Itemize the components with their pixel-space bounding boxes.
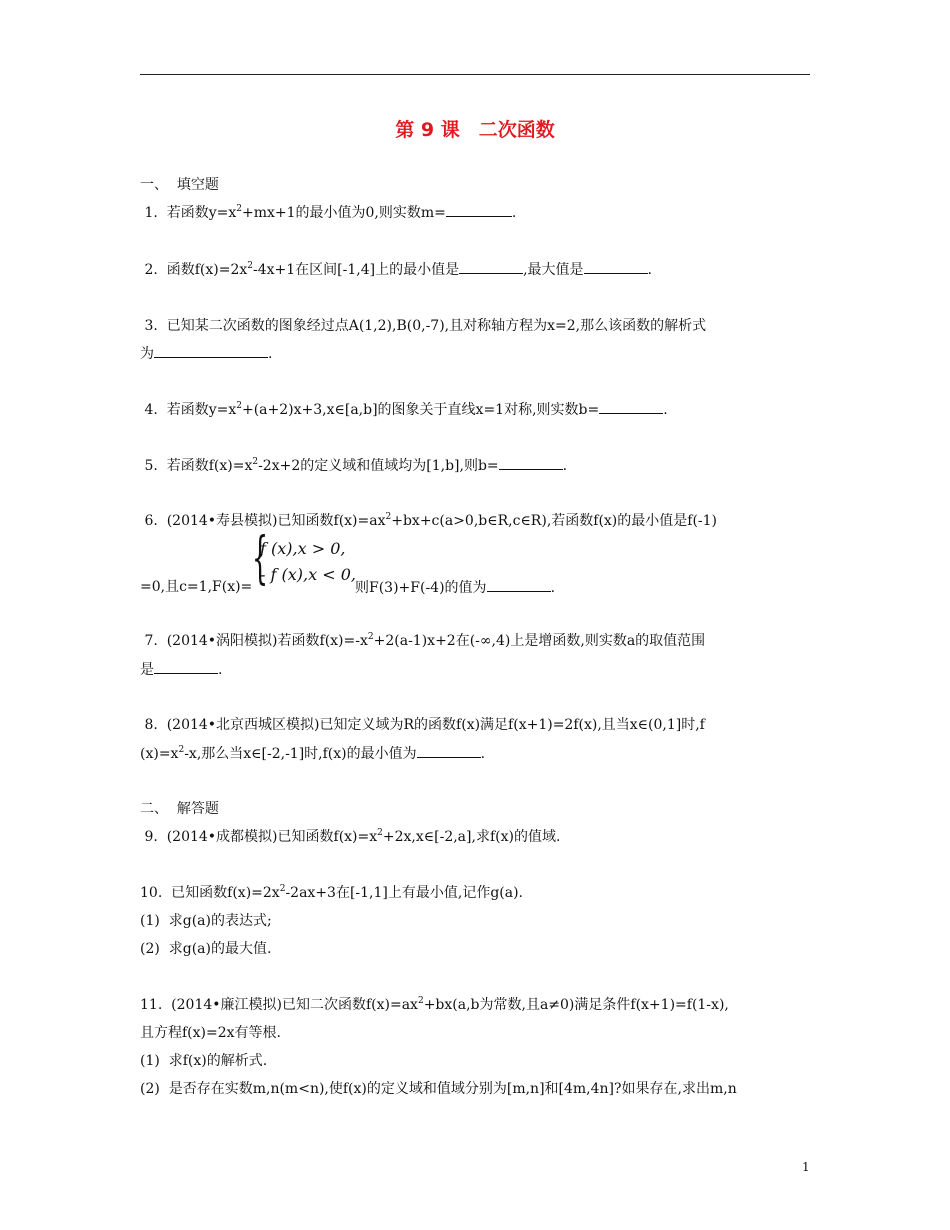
question-8-line-1: 8. (2014•北京西城区模拟)已知定义域为R的函数f(x)满足f(x+1)=2f(x),且当x∈(0,1]时,f — [140, 717, 705, 733]
question-11-line-2: 且方程f(x)=2x有等根. — [140, 1025, 281, 1041]
piecewise-case-2: - f (x),x < 0, — [260, 565, 356, 584]
question-10-part-1: (1) 求g(a)的表达式; — [140, 913, 272, 929]
question-5: 5. 若函数$f(x)=x^2-2x+2$的定义域和值域均为[1,b],则b= . — [140, 457, 568, 474]
question-7-line-2: 是 . — [140, 662, 223, 678]
question-3-line-1: 3. 已知某二次函数的图象经过点A(1,2),B(0,-7),且对称轴方程为x=2,那么该函数的解析式 — [140, 318, 707, 334]
question-1: 1. 若函数$y=x^2+mx+1$的最小值为0,则实数m= . — [140, 204, 517, 221]
answer-blank[interactable] — [417, 744, 481, 758]
section-heading-solve: 二、 解答题 — [140, 801, 219, 817]
question-6-line-1: 6. (2014•寿县模拟)已知函数$f(x)=ax^2+bx+c(a>0,b\in R,c\in R)$,若函数f(x)的最小值是f(-1) — [140, 512, 718, 529]
question-8-line-2: $(x)=x^2-x$,那么当x∈[-2,-1]时,f(x)的最小值为 . — [140, 745, 486, 762]
question-7-line-1: 7. (2014•涡阳模拟)若函数$f(x)=-x^2+2(a-1)x+2$在(-∞,4)上是增函数,则实数a的取值范围 — [140, 632, 706, 649]
question-11-line-1: 11. (2014•廉江模拟)已知二次函数$f(x)=ax^2+bx(a,b$为常数,且a≠0)满足条件f(x+1)=f(1-x), — [140, 996, 729, 1013]
piecewise-case-1: f (x),x > 0, — [260, 539, 346, 558]
question-4: 4. 若函数$y=x^2+(a+2)x+3,x\in[a,b]$的图象关于直线x=1对称,则实数b= . — [140, 401, 668, 418]
question-11-part-1: (1) 求f(x)的解析式. — [140, 1053, 268, 1069]
answer-blank[interactable] — [499, 456, 563, 470]
question-2: 2. 函数$f(x)=2x^2-4x+1$在区间[-1,4]上的最小值是 ,最大值是 . — [140, 261, 652, 278]
question-6-line-2-right: 则F(3)+F(-4)的值为 . — [355, 580, 556, 596]
question-10: 10. 已知函数$f(x)=2x^2-2ax+3$在[-1,1]上有最小值,记作g(a). — [140, 884, 524, 901]
page-title: 第 9 课 二次函数 — [395, 119, 555, 141]
section-heading-fill-in: 一、 填空题 — [140, 177, 219, 193]
answer-blank[interactable] — [459, 260, 523, 274]
header-rule — [140, 74, 810, 75]
piecewise-function — [252, 526, 356, 591]
answer-blank[interactable] — [599, 400, 663, 414]
question-10-part-2: (2) 求g(a)的最大值. — [140, 941, 272, 957]
question-11-part-2: (2) 是否存在实数m,n(m<n),使f(x)的定义域和值域分别为[m,n]和[4m,4n]?如果存在,求出m,n — [140, 1081, 737, 1097]
answer-blank[interactable] — [154, 344, 268, 358]
question-9: 9. (2014•成都模拟)已知函数$f(x)=x^2+2x,x\in[-2,a]$,求f(x)的值域. — [140, 828, 561, 845]
answer-blank[interactable] — [154, 660, 218, 674]
answer-blank[interactable] — [446, 203, 512, 217]
question-3-line-2: 为 . — [140, 346, 273, 362]
page-number: 1 — [802, 1160, 810, 1174]
answer-blank[interactable] — [487, 578, 551, 592]
answer-blank[interactable] — [584, 260, 648, 274]
left-brace: { — [252, 526, 269, 591]
question-6-line-2-left: =0,且c=1,F(x)= — [140, 579, 253, 595]
